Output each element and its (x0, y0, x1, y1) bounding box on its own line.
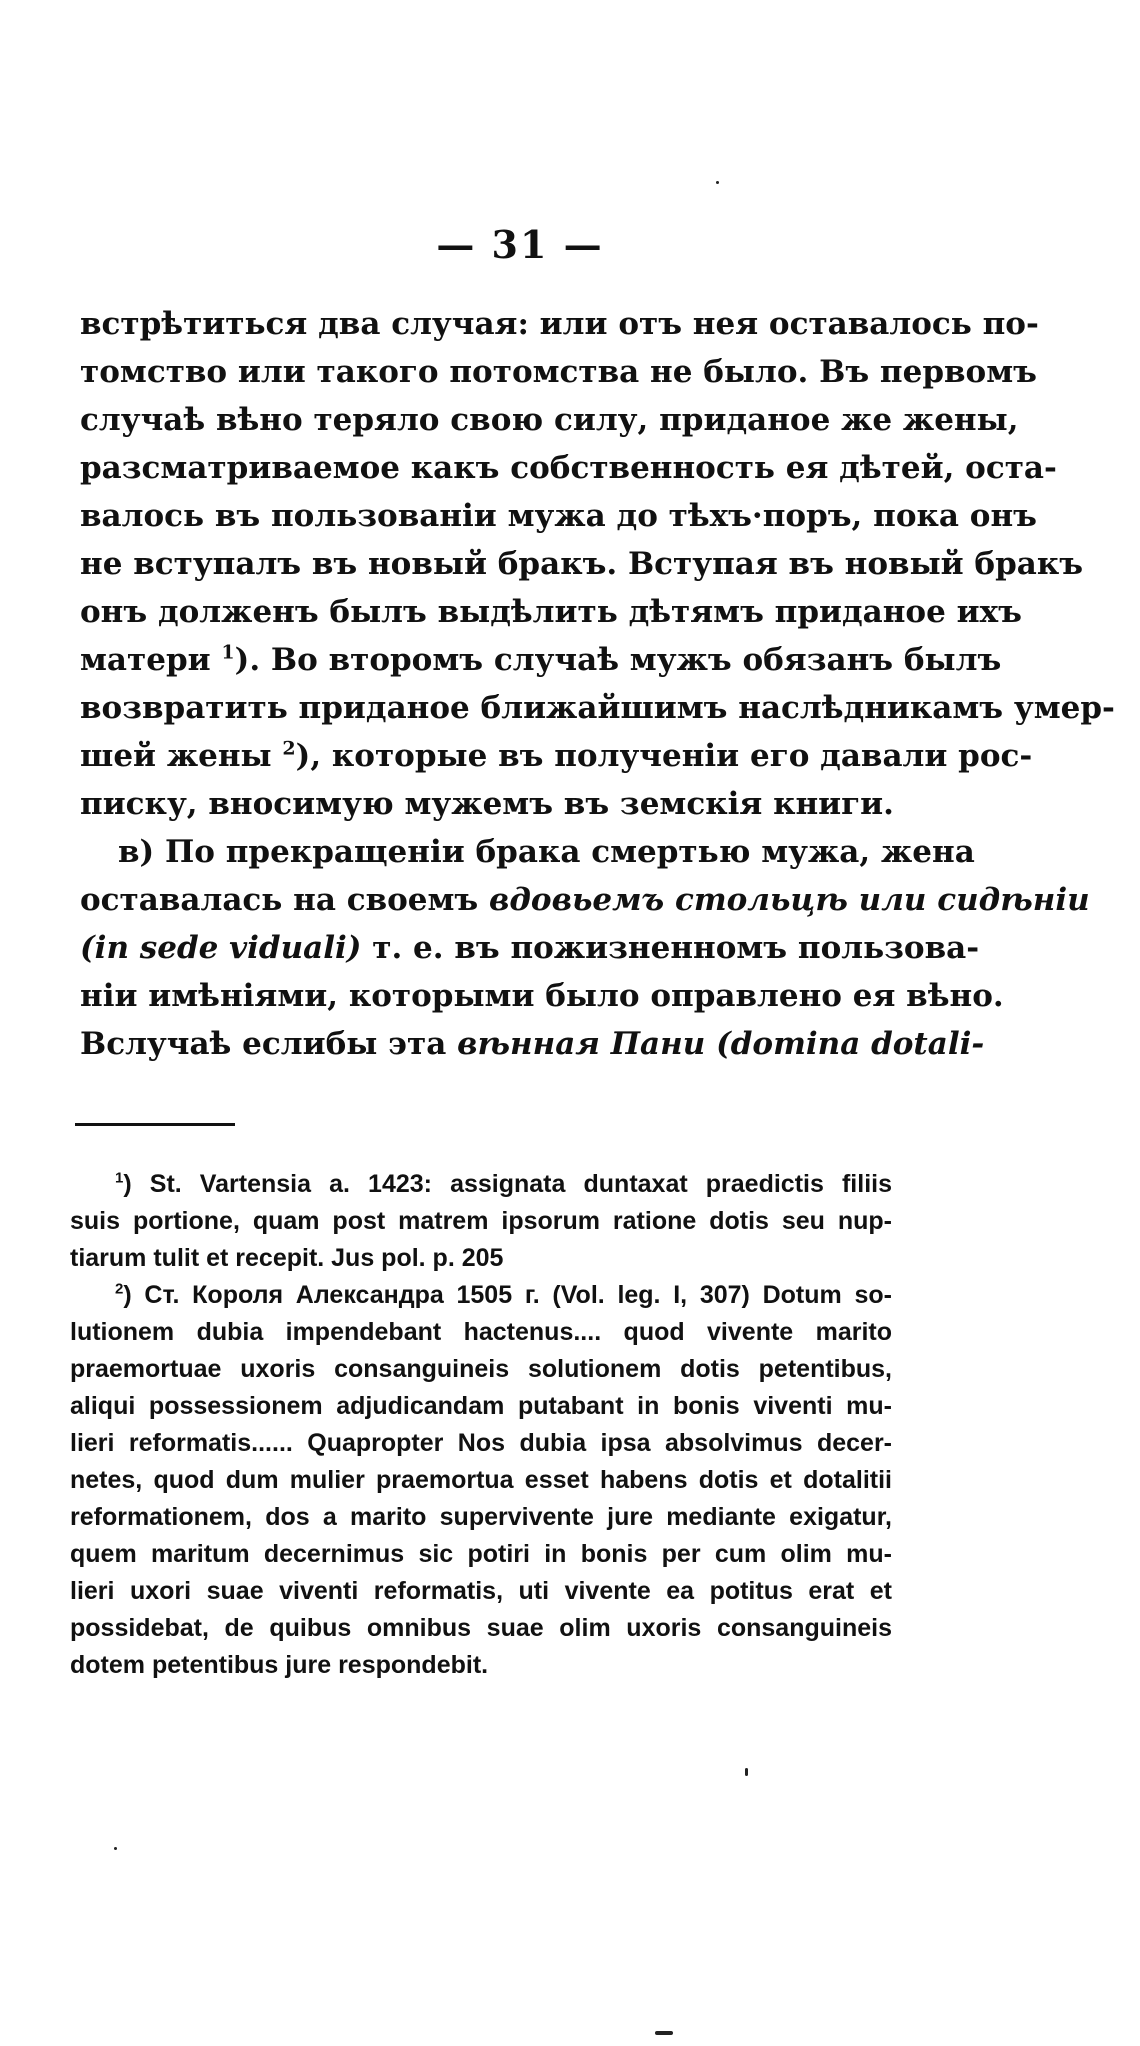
footnote-ref-1: 1 (221, 641, 235, 664)
text-fragment: шей жены (80, 738, 283, 774)
footnote-1-line: tiarum tulit et recepit. Jus pol. p. 205 (70, 1244, 504, 1272)
footnote-divider (75, 1123, 235, 1126)
text-fragment: ) St. Vartensia a. 1423: assignata duntaxat praedictis filiis (123, 1170, 892, 1198)
text-line: разсматриваемое какъ собственность ея дѣтей, оста- (80, 450, 1057, 486)
footnote-2-line: lieri uxori suae viventi reformatis, uti vivente ea potitus erat et (70, 1577, 892, 1605)
footnote-1-line (70, 1166, 892, 1203)
italic-term: (in sede viduali) (80, 930, 362, 966)
text-line: онъ долженъ былъ выдѣлить дѣтямъ приданое ихъ (80, 594, 1022, 630)
text-line: ніи имѣніями, которыми было оправлено ея вѣно. (80, 978, 1004, 1014)
text-fragment: оставалась на своемъ (80, 882, 490, 918)
text-line: томство или такого потомства не было. Въ первомъ (80, 354, 1037, 390)
footnote-2-line: praemortuae uxoris consanguineis solutionem dotis petentibus, (70, 1355, 892, 1383)
text-fragment: ). Во второмъ случаѣ мужъ обязанъ былъ (234, 642, 1002, 678)
text-line (80, 876, 1090, 924)
page-number: — 31 — (436, 222, 604, 267)
footnote-2-line: possidebat, de quibus omnibus suae olim uxoris consanguineis (70, 1614, 892, 1642)
footnote-2-line: lutionem dubia impendebant hactenus.... quod vivente marito (70, 1318, 892, 1346)
footnote-ref-2: 2 (282, 737, 296, 760)
scan-speck (655, 2031, 673, 2035)
footnote-2-line: dotem petentibus jure respondebit. (70, 1651, 489, 1679)
footnote-2-line (70, 1277, 892, 1314)
footnote-2-line: quem maritum decernimus sic potiri in bonis per cum olim mu- (70, 1540, 892, 1568)
scan-speck (745, 1768, 748, 1776)
text-line: встрѣтиться два случая: или отъ нея оставалось по- (80, 306, 1039, 342)
footnote-marker: 1 (115, 1169, 124, 1187)
italic-term: вдовьемъ стольцѣ или сидѣніи (489, 882, 1090, 918)
text-line: писку, вносимую мужемъ въ земскія книги. (80, 786, 894, 822)
text-line (80, 732, 1033, 780)
text-line: не вступалъ въ новый бракъ. Вступая въ новый бракъ (80, 546, 1084, 582)
text-fragment: матери (80, 642, 222, 678)
footnotes (70, 1166, 892, 1684)
footnote-2-line: reformationem, dos a marito supervivente jure mediante exigatur, (70, 1503, 892, 1531)
scan-speck (114, 1847, 117, 1850)
text-fragment: т. е. въ пожизненномъ пользова- (361, 930, 980, 966)
main-text (80, 300, 1115, 1068)
scan-speck (716, 181, 719, 184)
text-line: валось въ пользованіи мужа до тѣхъ·поръ, пока онъ (80, 498, 1037, 534)
footnote-1-line: suis portione, quam post matrem ipsorum ratione dotis seu nup- (70, 1207, 892, 1235)
text-fragment: Вслучаѣ еслибы эта (80, 1026, 458, 1062)
text-fragment: ), которые въ полученіи его давали рос- (295, 738, 1033, 774)
footnote-2-line: netes, quod dum mulier praemortua esset habens dotis et dotalitii (70, 1466, 892, 1494)
text-line (80, 636, 1002, 684)
text-line (80, 1020, 985, 1068)
text-line: в) По прекращеніи брака смертью мужа, жена (118, 834, 975, 870)
footnote-2-line: lieri reformatis...... Quapropter Nos dubia ipsa absolvimus decer- (70, 1429, 892, 1457)
text-fragment: ) Ст. Короля Александра 1505 г. (Vol. leg. I, 307) Dotum so- (123, 1281, 892, 1309)
text-line: возвратить приданое ближайшимъ наслѣдникамъ умер- (80, 690, 1115, 726)
text-line (80, 924, 980, 972)
footnote-2-line: aliqui possessionem adjudicandam putabant in bonis viventi mu- (70, 1392, 892, 1420)
footnote-marker: 2 (115, 1280, 124, 1298)
italic-term: вѣнная Пани (domina dotali- (457, 1026, 985, 1062)
text-line: случаѣ вѣно теряло свою силу, приданое же жены, (80, 402, 1019, 438)
